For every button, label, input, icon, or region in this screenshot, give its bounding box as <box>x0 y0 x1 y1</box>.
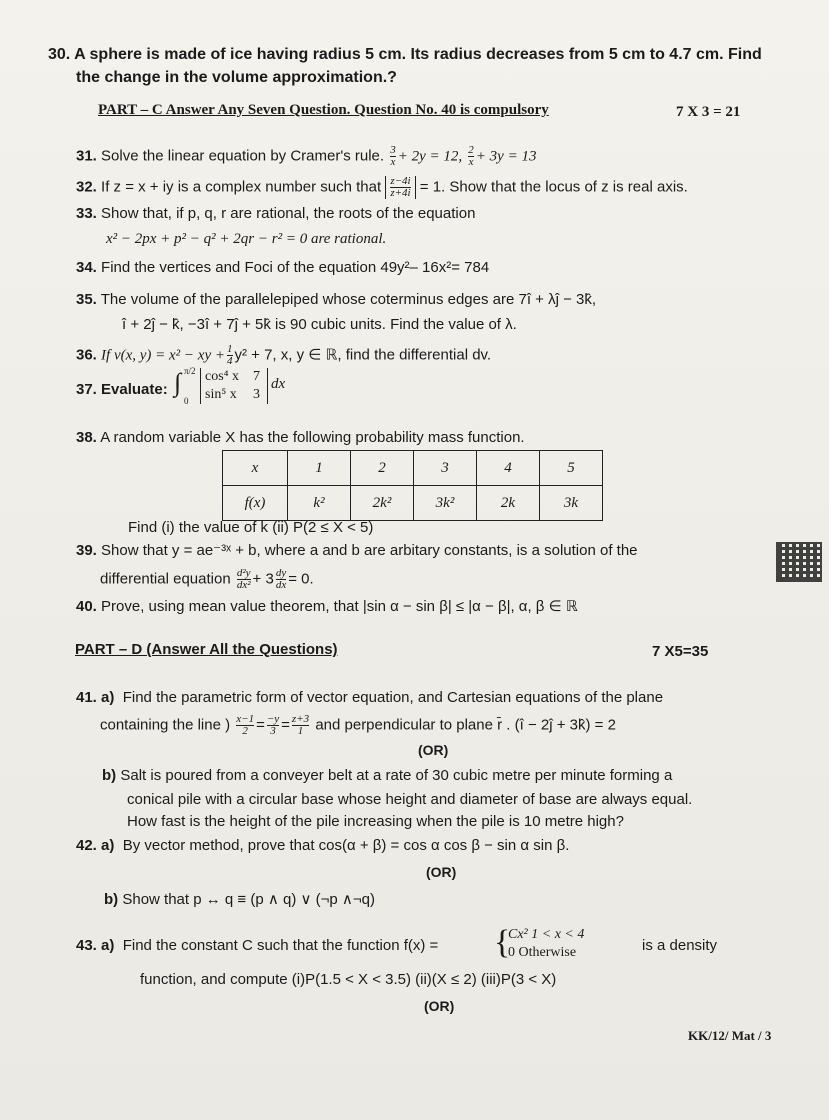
question-39-line2: differential equation $\frac{\text{d²y}}{\text{dx²}}$ + 3 $\frac{dy}{dx}$ = 0. <box>100 567 314 591</box>
question-35: 35. The volume of the parallelepiped whose coterminus edges are 7î + λĵ − 3k̂, <box>76 291 597 308</box>
table-row: x 1 2 3 4 5 <box>223 451 603 486</box>
question-40: 40. Prove, using mean value theorem, that |sin α − sin β| ≤ |α − β|, α, β ∈ ℝ <box>76 598 578 615</box>
question-33: 33. Show that, if p, q, r are rational, the roots of the equation <box>76 205 476 222</box>
question-43-or: (OR) <box>424 998 455 1014</box>
qr-code <box>776 542 822 582</box>
question-43a-line2: function, and compute (i)P(1.5 < X < 3.5) (ii)(X ≤ 2) (iii)P(3 < X) <box>140 971 557 988</box>
paper-code: KK/12/ Mat / 3 <box>688 1028 772 1043</box>
part-c-marks: 7 X 3 = 21 <box>676 104 741 120</box>
part-d-heading: PART – D (Answer All the Questions) <box>75 641 338 658</box>
question-41a: 41. a) Find the parametric form of vector equation, and Cartesian equations of the plane <box>76 689 664 706</box>
question-33-equation: x² − 2px + p² − q² + 2qr − r² = 0 are rational. <box>106 231 387 247</box>
question-42b: b) Show that p ↔ q ≡ (p ∧ q) ∨ (¬p ∧¬q) <box>104 891 375 908</box>
question-34: 34. Find the vertices and Foci of the equation 49y²– 16x²= 784 <box>76 259 490 276</box>
question-38-find: Find (i) the value of k (ii) P(2 ≤ X < 5) <box>128 519 374 536</box>
question-41b-line3: How fast is the height of the pile increasing when the pile is 10 metre high? <box>127 813 624 830</box>
question-43-density: is a density <box>642 937 718 954</box>
question-32: 32. If z = x + iy is a complex number such that $\frac{z-4i}{z+4i}$ = 1. Show that the locus of z is real axis. <box>76 175 688 199</box>
question-42a: 42. a) By vector method, prove that cos(α + β) = cos α cos β − sin α sin β. <box>76 837 570 854</box>
question-39: 39. Show that y = ae⁻³ˣ + b, where a and b are arbitary constants, is a solution of the <box>76 542 638 559</box>
question-41b-line2: conical pile with a circular base whose height and diameter of base are always equal. <box>127 791 693 808</box>
question-41a-line2: containing the line ) $\frac{x-1}{2}$ = $\frac{-y}{3}$ = $\frac{z+3}{1}$ and perpendicular to plane r̄ . (î − 2ĵ + 3k̂) = 2 <box>100 713 616 737</box>
probability-table <box>222 450 603 521</box>
question-35-line2: î + 2ĵ − k̂, −3î + 7ĵ + 5k̂ is 90 cubic units. Find the value of λ. <box>122 316 517 333</box>
table-row: f(x) k² 2k² 3k² 2k 3k <box>223 486 603 521</box>
question-37: 37. Evaluate: <box>76 381 168 398</box>
question-30: 30. A sphere is made of ice having radius 5 cm. Its radius decreases from 5 cm to 4.7 cm. Find <box>48 46 762 63</box>
question-42-or: (OR) <box>426 864 457 880</box>
question-36: 36. If v(x, y) = x² − xy + $\frac{1}{4}$ y² + 7, x, y ∈ ℝ, find the differential dv. <box>76 343 492 367</box>
question-38: 38. A random variable X has the following probability mass function. <box>76 429 525 446</box>
question-41-or: (OR) <box>418 742 449 758</box>
question-31: 31. Solve the linear equation by Cramer's rule. $\frac{3}{x}$ + 2y = 12, $\frac{2}{x}$ + 3y = 13 <box>76 144 537 168</box>
question-43a: 43. a) Find the constant C such that the function f(x) = <box>76 937 439 954</box>
question-41b: b) Salt is poured from a conveyer belt at a rate of 30 cubic metre per minute forming a <box>102 767 673 784</box>
question-30-line2: the change in the volume approximation.? <box>76 69 397 86</box>
exam-page: 30. A sphere is made of ice having radius 5 cm. Its radius decreases from 5 cm to 4.7 cm. Find the change in the volume approximation.? PART – C Answer Any Seven Question. Question No. 40 is compulsory 7 X 3 = 21 31. Solve the linear equation by Cramer's rule. $\frac{3}{x}$ + 2y = 12, $\frac{2}{x}$ + 3y = 13 32. If z = x + iy is a complex number such that $\frac{z-4i}{z+4i}$ = 1. Show that the locus of z is real axis. 33. Show that, if p, q, r are rational, the roots of the equation x² − 2px + p² − q² + 2qr − r² = 0 are rational. 34. Find the vertices and Foci of the equation 49y²– 16x²= 784 35. The volume of the parallelepiped whose coterminus edges are 7î + λĵ − 3k̂, î + 2ĵ − k̂, −3î + 7ĵ + 5k̂ is 90 cubic units. Find the value of λ. 36. If v(x, y) = x² − xy + $\frac{1}{4}$ y² + 7, x, y ∈ ℝ, find the differential dv. 37. Evaluate: ∫ π/2 0 cos⁴ x 7 sin⁵ x 3 dx 38. A random variable X has the following probability mass function. x 1 2 3 4 5 f(x) k² 2k² 3k² 2k 3k Find (i) the value of k (ii) P(2 ≤ X < 5) 39. Show that y = ae⁻³ˣ + b, where a and b are arbitary constants, is a solution of the differential equation $\frac{\text{d²y}}{\text{dx²}}$ + 3 $\frac{dy}{dx}$ = 0. 40. Prove, using mean value theorem, that |sin α − sin β| ≤ |α − β|, α, β ∈ ℝ PART – D (Answer All the Questions) 7 X5=35 41. a) Find the parametric form of vector equation, and Cartesian equations of the plane containing the line ) $\frac{x-1}{2}$ = $\frac{-y}{3}$ = $\frac{z+3}{1}$ and perpendicular to plane r̄ . (î − 2ĵ + 3k̂) = 2 (OR) b) Salt is poured from a conveyer belt at a rate of 30 cubic metre per minute forming a conical pile with a circular base whose height and diameter of base are always equal. How fast is the height of the pile increasing when the pile is 10 metre high? 42. a) By vector method, prove that cos(α + β) = cos α cos β − sin α sin β. (OR) b) Show that p ↔ q ≡ (p ∧ q) ∨ (¬p ∧¬q) 43. a) Find the constant C such that the function f(x) = { Cx² 1 < x < 4 0 Otherwise is a density function, and compute (i)P(1.5 < X < 3.5) (ii)(X ≤ 2) (iii)P(3 < X) (OR) KK/12/ Mat / 3 <box>0 0 829 1120</box>
part-c-heading: PART – C Answer Any Seven Question. Question No. 40 is compulsory <box>98 102 549 118</box>
question-37-integral: ∫ π/2 0 cos⁴ x 7 sin⁵ x 3 dx <box>174 366 286 406</box>
part-d-marks: 7 X5=35 <box>652 643 709 660</box>
